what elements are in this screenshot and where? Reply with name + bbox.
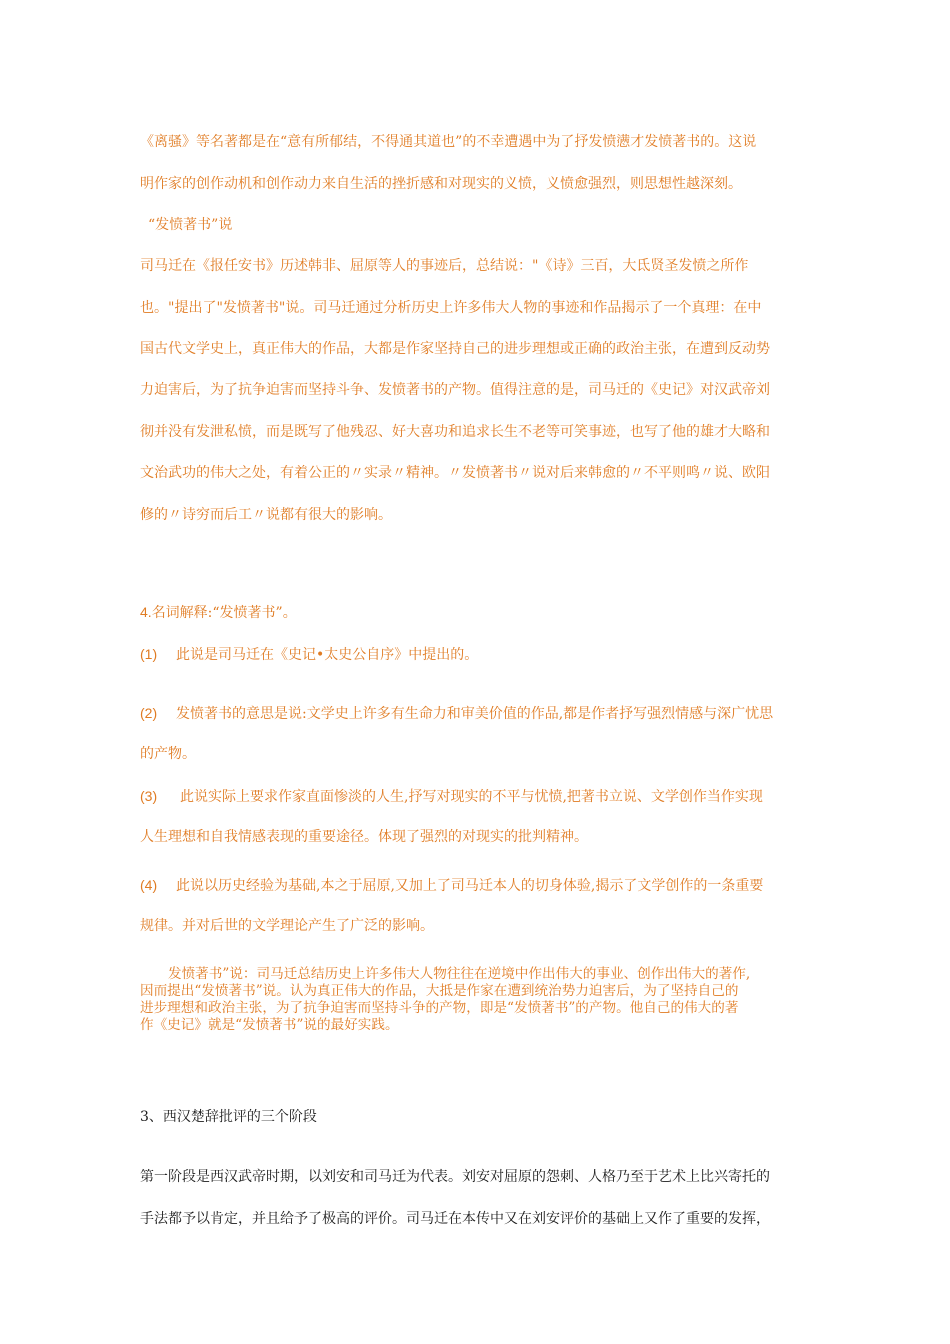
question-number: 4. bbox=[140, 604, 152, 620]
question-title: 名词解释:“发愤著书”。 bbox=[151, 605, 297, 621]
paragraph-line: 作《史记》就是“发愤著书”说的最好实践。 bbox=[140, 1017, 399, 1033]
paragraph-line: 力迫害后，为了抗争迫害而坚持斗争、发愤著书的产物。值得注意的是，司马迁的《史记》对汉武帝刘 bbox=[140, 382, 770, 398]
paragraph-line: 彻并没有发泄私愤，而是既写了他残忍、好大喜功和追求长生不老等可笑事迹，也写了他的雄才大略和 bbox=[140, 424, 770, 440]
question-heading bbox=[140, 603, 297, 622]
paragraph-line: 司马迁在《报任安书》历述韩非、屈原等人的事迹后，总结说："《诗》三百，大氐贤圣发愤之所作 bbox=[140, 258, 749, 274]
item-number: (4) bbox=[140, 877, 158, 893]
paragraph-line: 因而提出“发愤著书”说。认为真正伟大的作品，大抵是作家在遭到统治势力迫害后，为了坚持自己的 bbox=[140, 983, 739, 999]
paragraph-line: 发愤著书”说：司马迁总结历史上许多伟大人物往往在逆境中作出伟大的事业、创作出伟大的著作, bbox=[168, 966, 751, 982]
section-heading: 3、西汉楚辞批评的三个阶段 bbox=[140, 1109, 317, 1125]
paragraph-line: 明作家的创作动机和创作动力来自生活的挫折感和对现实的义愤，义愤愈强烈，则思想性越深刻。 bbox=[140, 176, 742, 192]
list-item bbox=[140, 645, 478, 664]
item-text-continued: 规律。并对后世的文学理论产生了广泛的影响。 bbox=[140, 918, 434, 934]
paragraph-line: 《离骚》等名著都是在“意有所郁结，不得通其道也”的不幸遭遇中为了抒发愤懑才发愤著书的。这说 bbox=[140, 134, 757, 150]
list-item bbox=[140, 876, 763, 895]
paragraph-line: 进步理想和政治主张，为了抗争迫害而坚持斗争的产物，即是“发愤著书”的产物。他自己的伟大的著 bbox=[140, 1000, 739, 1016]
item-text-continued: 的产物。 bbox=[140, 746, 196, 762]
list-item bbox=[140, 704, 773, 723]
item-number: (3) bbox=[140, 788, 158, 804]
item-text: 此说实际上要求作家直面惨淡的人生,抒写对现实的不平与忧愤,把著书立说、文学创作当作实现 bbox=[180, 789, 763, 805]
list-item bbox=[140, 787, 763, 806]
item-number: (2) bbox=[140, 705, 158, 721]
paragraph-line: 文治武功的伟大之处，有着公正的〃实录〃精神。〃发愤著书〃说对后来韩愈的〃不平则鸣〃说、欧阳 bbox=[140, 465, 770, 481]
paragraph-line: 手法都予以肯定，并且给予了极高的评价。司马迁在本传中又在刘安评价的基础上又作了重要的发挥， bbox=[140, 1211, 770, 1227]
item-text: 此说是司马迁在《史记•太史公自序》中提出的。 bbox=[176, 647, 479, 663]
item-text-continued: 人生理想和自我情感表现的重要途径。体现了强烈的对现实的批判精神。 bbox=[140, 829, 588, 845]
section-heading: “发愤著书”说 bbox=[148, 217, 233, 233]
item-text: 发愤著书的意思是说:文学史上许多有生命力和审美价值的作品,都是作者抒写强烈情感与深广忧思 bbox=[176, 706, 774, 722]
paragraph-line: 修的〃诗穷而后工〃说都有很大的影响。 bbox=[140, 507, 392, 523]
paragraph-line: 国古代文学史上，真正伟大的作品，大都是作家坚持自己的进步理想或正确的政治主张，在遭到反动势 bbox=[140, 341, 770, 357]
paragraph-line: 也。"提出了"发愤著书"说。司马迁通过分析历史上许多伟大人物的事迹和作品揭示了一个真理：在中 bbox=[140, 300, 762, 316]
item-number: (1) bbox=[140, 646, 158, 662]
paragraph-line: 第一阶段是西汉武帝时期，以刘安和司马迁为代表。刘安对屈原的怨刺、人格乃至于艺术上比兴寄托的 bbox=[140, 1169, 770, 1185]
item-text: 此说以历史经验为基础,本之于屈原,又加上了司马迁本人的切身体验,揭示了文学创作的一条重要 bbox=[176, 878, 764, 894]
